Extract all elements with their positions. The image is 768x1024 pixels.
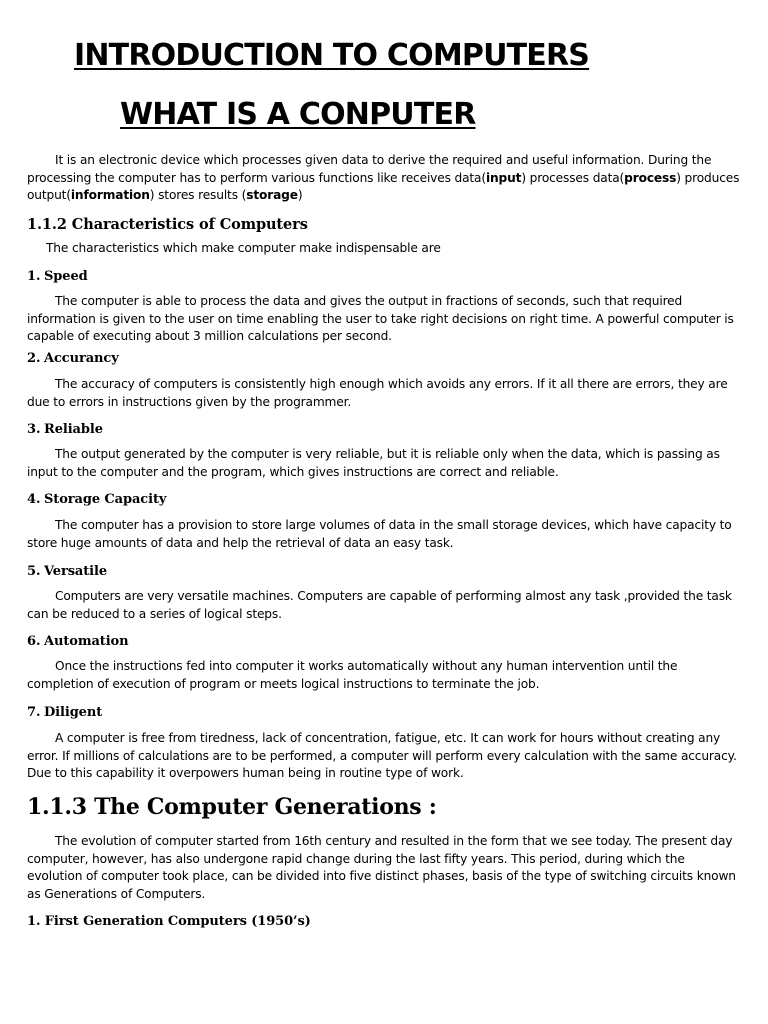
characteristic-text-accurancy: The accuracy of computers is consistently high enough which avoids any errors. If it all there are errors, they are due to errors in instructions given by the programmer.	[27, 377, 728, 409]
document-subtitle: WHAT IS A CONPUTER	[120, 97, 476, 132]
first-generation-heading: 1. First Generation Computers (1950’s)	[27, 914, 311, 929]
characteristic-text-automation: Once the instructions fed into computer it works automatically without any human intervention until the completion of execution of program or meets logical instructions to terminate the job.	[27, 659, 678, 691]
characteristic-number: 2.	[27, 351, 41, 366]
characteristic-title: Reliable	[44, 422, 103, 437]
characteristic-heading-speed	[27, 269, 88, 284]
document-title: INTRODUCTION TO COMPUTERS	[74, 38, 590, 73]
characteristic-number: 3.	[27, 422, 41, 437]
characteristic-text-storage-capacity: The computer has a provision to store large volumes of data in the small storage devices, which have capacity to store huge amounts of data and help the retrieval of data an easy task.	[27, 518, 732, 550]
intro-text-5: )	[297, 188, 303, 202]
generations-heading-text: 1.1.3 The Computer Generations	[27, 794, 422, 820]
intro-text-3: ) produces output(	[27, 170, 740, 202]
characteristic-text-versatile: Computers are very versatile machines. Computers are capable of performing almost any task ,provided the task can be reduced to a series of logical steps.	[27, 589, 732, 621]
intro-text-2: ) processes data(	[521, 170, 625, 185]
generations-heading-suffix: :	[421, 794, 437, 820]
characteristic-number: 1.	[27, 269, 41, 284]
characteristics-intro: The characteristics which make computer make indispensable are	[46, 241, 441, 255]
characteristic-text-diligent-continued: Due to this capability it overpowers human being in routine type of work.	[27, 766, 464, 780]
characteristic-heading-storage-capacity	[27, 492, 166, 507]
generations-paragraph: The evolution of computer started from 16th century and resulted in the form that we see today. The present day computer, however, has also undergone rapid change during the last fifty years. This period, during which the evolution of computer took place, can be divided into five distinct phases, basis of the type of switching circuits known as Generations of Computers.	[27, 834, 736, 901]
characteristic-heading-diligent	[27, 705, 102, 720]
intro-paragraph	[27, 152, 742, 205]
characteristic-heading-accurancy	[27, 351, 119, 366]
characteristics-heading: 1.1.2 Characteristics of Computers	[27, 216, 308, 233]
characteristic-title: Storage Capacity	[44, 492, 167, 507]
characteristic-title: Automation	[44, 634, 129, 649]
intro-text-1: It is an electronic device which processes given data to derive the required and useful information. During the processing the computer has to perform various functions like receives data(	[27, 153, 712, 185]
intro-text-4: ) stores results (	[149, 188, 247, 202]
characteristic-number: 5.	[27, 564, 41, 579]
intro-term-process: process	[624, 170, 677, 185]
characteristic-text-reliable: The output generated by the computer is very reliable, but it is reliable only when the data, which is passing as input to the computer and the program, which gives instructions are correct and reliable.	[27, 447, 720, 479]
characteristic-text-diligent: A computer is free from tiredness, lack of concentration, fatigue, etc. It can work for hours without creating any error. If millions of calculations are to be performed, a computer will perform every calculation with the same accuracy.	[27, 731, 737, 763]
characteristic-number: 4.	[27, 492, 41, 507]
characteristic-number: 6.	[27, 634, 41, 649]
characteristic-title: Diligent	[44, 705, 103, 720]
characteristic-number: 7.	[27, 705, 41, 720]
characteristic-heading-reliable	[27, 422, 103, 437]
characteristic-title: Accurancy	[44, 351, 119, 366]
generations-heading	[27, 794, 437, 820]
characteristic-heading-versatile	[27, 564, 107, 579]
characteristic-heading-automation	[27, 634, 128, 649]
intro-term-information: information	[70, 188, 150, 202]
characteristic-title: Speed	[44, 269, 88, 284]
intro-term-storage: storage	[246, 188, 298, 202]
characteristic-text-speed: The computer is able to process the data and gives the output in fractions of seconds, such that required information is given to the user on time enabling the user to take right decisions on right time. A powerful computer is capable of executing about 3 million calculations per second.	[27, 294, 734, 343]
intro-term-input: input	[485, 170, 522, 185]
characteristic-title: Versatile	[44, 564, 108, 579]
